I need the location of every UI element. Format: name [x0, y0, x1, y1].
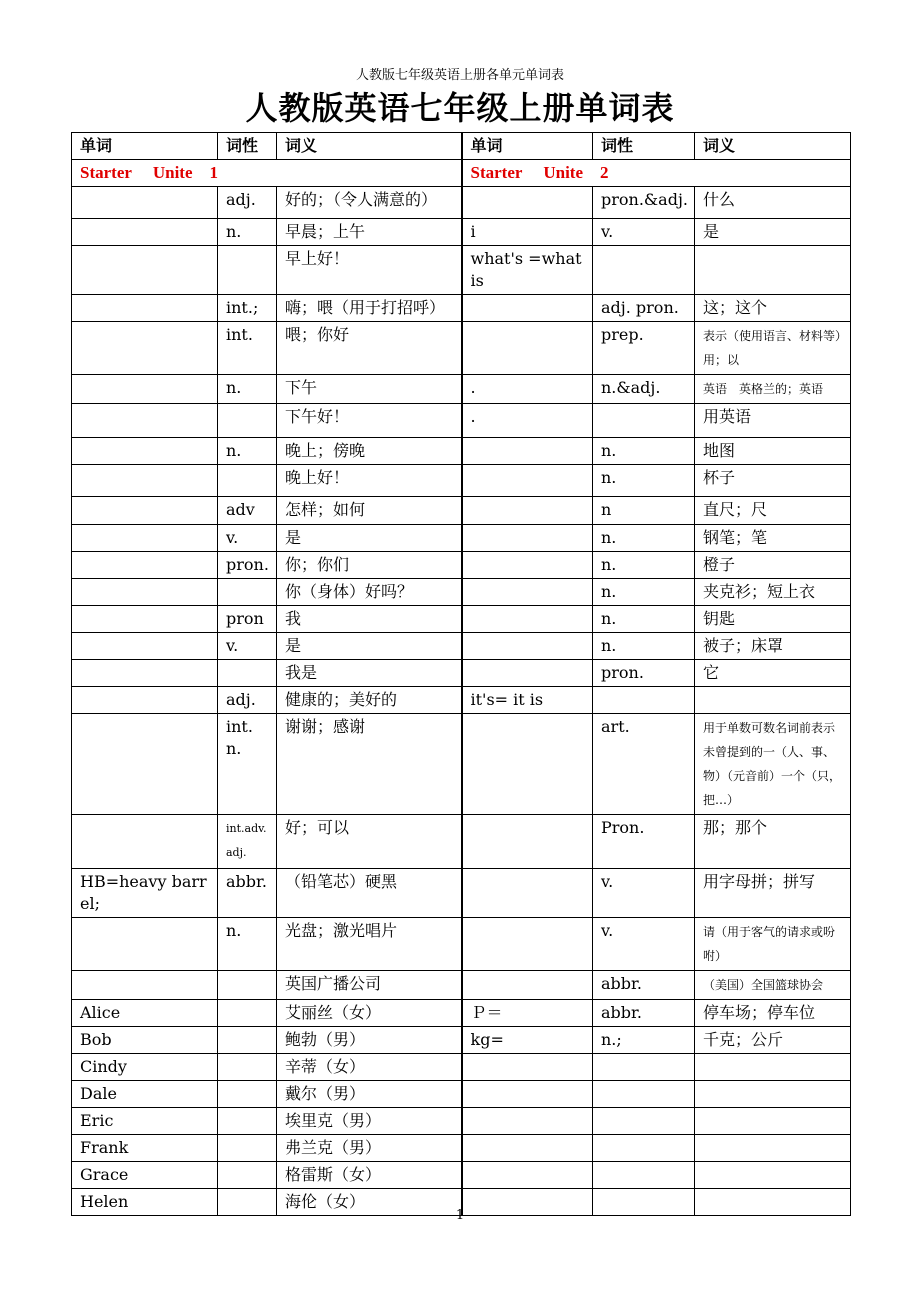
right-meaning-cell: 用于单数可数名词前表示未曾提到的一（人、事、物）（元音前）一个（只，把…）	[695, 714, 851, 815]
left-word-cell	[72, 404, 218, 438]
right-meaning-cell: 那；那个	[695, 815, 851, 869]
right-word-cell	[462, 438, 593, 465]
right-pos-cell: n.	[593, 552, 695, 579]
right-pos-cell: n.	[593, 606, 695, 633]
right-pos-cell	[593, 1135, 695, 1162]
left-meaning-cell: 辛蒂（女）	[277, 1054, 462, 1081]
left-word-cell	[72, 246, 218, 295]
right-word-cell	[462, 465, 593, 497]
right-pos-cell	[593, 1081, 695, 1108]
left-word-cell	[72, 606, 218, 633]
right-word-cell: i	[462, 219, 593, 246]
column-header-pos-left: 词性	[218, 133, 277, 160]
left-pos-cell	[218, 1054, 277, 1081]
right-pos-cell: abbr.	[593, 1000, 695, 1027]
right-pos-cell: n.	[593, 465, 695, 497]
left-meaning-cell: 弗兰克（男）	[277, 1135, 462, 1162]
right-meaning-cell: 停车场；停车位	[695, 1000, 851, 1027]
right-pos-cell: pron.&adj.	[593, 187, 695, 219]
right-pos-cell	[593, 1054, 695, 1081]
left-word-cell	[72, 219, 218, 246]
left-pos-cell: int.adv. adj.	[218, 815, 277, 869]
left-meaning-cell: 鲍勃（男）	[277, 1027, 462, 1054]
right-pos-cell: pron.	[593, 660, 695, 687]
left-pos-cell: pron.	[218, 552, 277, 579]
right-pos-cell: n.	[593, 525, 695, 552]
table-row	[72, 1108, 851, 1135]
right-word-cell	[462, 322, 593, 375]
left-meaning-cell: 埃里克（男）	[277, 1108, 462, 1135]
left-word-cell	[72, 465, 218, 497]
right-pos-cell: n.	[593, 438, 695, 465]
left-meaning-cell: 光盘；激光唱片	[277, 918, 462, 971]
column-header-word-left: 单词	[72, 133, 218, 160]
table-row	[72, 579, 851, 606]
table-row	[72, 219, 851, 246]
left-pos-cell: adj.	[218, 687, 277, 714]
right-pos-cell: prep.	[593, 322, 695, 375]
section-title-right: Starter Unite 2	[462, 160, 851, 187]
table-row	[72, 1027, 851, 1054]
column-header-word-right: 单词	[462, 133, 593, 160]
left-word-cell: Alice	[72, 1000, 218, 1027]
table-row	[72, 404, 851, 438]
left-word-cell: Helen	[72, 1189, 218, 1216]
right-word-cell	[462, 579, 593, 606]
left-word-cell	[72, 375, 218, 404]
right-word-cell	[462, 1135, 593, 1162]
right-pos-cell: v.	[593, 918, 695, 971]
table-row	[72, 375, 851, 404]
right-meaning-cell: 直尺；尺	[695, 497, 851, 525]
left-meaning-cell: 戴尔（男）	[277, 1081, 462, 1108]
page-header: 人教版七年级英语上册各单元单词表	[355, 68, 564, 83]
right-word-cell	[462, 971, 593, 1000]
left-pos-cell: v.	[218, 633, 277, 660]
table-row	[72, 1081, 851, 1108]
table-row	[72, 438, 851, 465]
right-meaning-cell: 被子；床罩	[695, 633, 851, 660]
right-meaning-cell	[695, 1081, 851, 1108]
left-pos-cell: abbr.	[218, 869, 277, 918]
left-meaning-cell: 是	[277, 525, 462, 552]
right-meaning-cell: 什么	[695, 187, 851, 219]
right-meaning-cell	[695, 1054, 851, 1081]
left-pos-cell: int. n.	[218, 714, 277, 815]
left-word-cell	[72, 633, 218, 660]
left-meaning-cell: 好；可以	[277, 815, 462, 869]
left-word-cell	[72, 687, 218, 714]
left-word-cell	[72, 525, 218, 552]
left-pos-cell	[218, 1135, 277, 1162]
right-word-cell	[462, 497, 593, 525]
right-meaning-cell: 它	[695, 660, 851, 687]
left-meaning-cell: 艾丽丝（女）	[277, 1000, 462, 1027]
left-pos-cell: v.	[218, 525, 277, 552]
right-meaning-cell: 英语 英格兰的；英语	[695, 375, 851, 404]
right-pos-cell	[593, 246, 695, 295]
left-pos-cell: adv	[218, 497, 277, 525]
right-pos-cell: n.;	[593, 1027, 695, 1054]
right-pos-cell: v.	[593, 219, 695, 246]
table-row	[72, 714, 851, 815]
left-word-cell: HB=heavy barrel;	[72, 869, 218, 918]
page-title: 人教版英语七年级上册单词表	[245, 89, 675, 127]
right-word-cell: what's =what is	[462, 246, 593, 295]
right-meaning-cell	[695, 1108, 851, 1135]
right-word-cell	[462, 869, 593, 918]
right-pos-cell: abbr.	[593, 971, 695, 1000]
right-word-cell	[462, 525, 593, 552]
right-meaning-cell: 是	[695, 219, 851, 246]
table-row	[72, 246, 851, 295]
left-word-cell	[72, 322, 218, 375]
table-row	[72, 295, 851, 322]
left-word-cell	[72, 552, 218, 579]
left-meaning-cell: 怎样；如何	[277, 497, 462, 525]
table-row	[72, 815, 851, 869]
section-header-row	[72, 160, 851, 187]
left-pos-cell: n.	[218, 375, 277, 404]
right-meaning-cell: 杯子	[695, 465, 851, 497]
left-meaning-cell: 是	[277, 633, 462, 660]
right-word-cell	[462, 606, 593, 633]
right-meaning-cell: 表示（使用语言、材料等）用；以	[695, 322, 851, 375]
left-pos-cell: int.;	[218, 295, 277, 322]
right-word-cell	[462, 1054, 593, 1081]
right-pos-cell	[593, 1108, 695, 1135]
left-meaning-cell: 早晨；上午	[277, 219, 462, 246]
left-meaning-cell: 格雷斯（女）	[277, 1162, 462, 1189]
right-pos-cell: adj. pron.	[593, 295, 695, 322]
table-row	[72, 633, 851, 660]
table-row	[72, 525, 851, 552]
left-meaning-cell: 英国广播公司	[277, 971, 462, 1000]
right-meaning-cell: 地图	[695, 438, 851, 465]
right-pos-cell	[593, 687, 695, 714]
left-pos-cell	[218, 1027, 277, 1054]
right-word-cell	[462, 1162, 593, 1189]
right-pos-cell	[593, 1162, 695, 1189]
left-word-cell: Frank	[72, 1135, 218, 1162]
left-word-cell	[72, 579, 218, 606]
right-pos-cell: art.	[593, 714, 695, 815]
right-word-cell	[462, 660, 593, 687]
right-pos-cell: n	[593, 497, 695, 525]
left-word-cell: Eric	[72, 1108, 218, 1135]
right-meaning-cell: （美国）全国篮球协会	[695, 971, 851, 1000]
right-meaning-cell: 这；这个	[695, 295, 851, 322]
table-row	[72, 869, 851, 918]
left-pos-cell	[218, 1108, 277, 1135]
left-pos-cell: n.	[218, 438, 277, 465]
right-pos-cell	[593, 404, 695, 438]
left-meaning-cell: 晚上好！	[277, 465, 462, 497]
left-meaning-cell: 你；你们	[277, 552, 462, 579]
table-row	[72, 552, 851, 579]
left-meaning-cell: 你（身体）好吗？	[277, 579, 462, 606]
left-meaning-cell: 好的；（令人满意的）	[277, 187, 462, 219]
table-row	[72, 660, 851, 687]
left-meaning-cell: 我	[277, 606, 462, 633]
left-word-cell	[72, 714, 218, 815]
left-pos-cell	[218, 404, 277, 438]
left-word-cell	[72, 815, 218, 869]
right-meaning-cell: 用英语	[695, 404, 851, 438]
table-row	[72, 687, 851, 714]
left-pos-cell	[218, 1000, 277, 1027]
left-pos-cell	[218, 1081, 277, 1108]
left-word-cell	[72, 497, 218, 525]
right-meaning-cell: 用字母拼；拼写	[695, 869, 851, 918]
left-pos-cell: n.	[218, 918, 277, 971]
left-meaning-cell: 嗨；喂（用于打招呼）	[277, 295, 462, 322]
left-pos-cell	[218, 246, 277, 295]
left-word-cell	[72, 295, 218, 322]
left-meaning-cell: 我是	[277, 660, 462, 687]
table-row	[72, 918, 851, 971]
left-meaning-cell: 海伦（女）	[277, 1189, 462, 1216]
right-pos-cell: n.&adj.	[593, 375, 695, 404]
left-pos-cell	[218, 660, 277, 687]
right-pos-cell: n.	[593, 579, 695, 606]
left-pos-cell: int.	[218, 322, 277, 375]
page-number: 1	[455, 1208, 465, 1223]
table-row	[72, 1135, 851, 1162]
section-title-left: Starter Unite 1	[72, 160, 462, 187]
right-meaning-cell	[695, 246, 851, 295]
right-pos-cell: v.	[593, 869, 695, 918]
table-row	[72, 465, 851, 497]
right-word-cell: kg=	[462, 1027, 593, 1054]
table-row	[72, 322, 851, 375]
right-word-cell	[462, 187, 593, 219]
right-word-cell	[462, 552, 593, 579]
left-word-cell: Bob	[72, 1027, 218, 1054]
right-meaning-cell	[695, 687, 851, 714]
right-word-cell	[462, 815, 593, 869]
right-word-cell: .	[462, 375, 593, 404]
right-meaning-cell	[695, 1162, 851, 1189]
right-word-cell	[462, 633, 593, 660]
column-header-meaning-right: 词义	[695, 133, 851, 160]
right-word-cell: it's= it is	[462, 687, 593, 714]
left-word-cell: Cindy	[72, 1054, 218, 1081]
left-word-cell: Grace	[72, 1162, 218, 1189]
right-word-cell: Ｐ＝	[462, 1000, 593, 1027]
left-meaning-cell: 喂；你好	[277, 322, 462, 375]
left-pos-cell: n.	[218, 219, 277, 246]
right-meaning-cell: 橙子	[695, 552, 851, 579]
vocabulary-table	[71, 132, 851, 1216]
right-word-cell	[462, 295, 593, 322]
left-word-cell	[72, 971, 218, 1000]
right-meaning-cell: 请（用于客气的请求或吩咐）	[695, 918, 851, 971]
left-pos-cell	[218, 579, 277, 606]
left-word-cell	[72, 187, 218, 219]
right-meaning-cell: 夹克衫；短上衣	[695, 579, 851, 606]
left-word-cell	[72, 918, 218, 971]
right-word-cell	[462, 1081, 593, 1108]
right-word-cell	[462, 918, 593, 971]
column-header-meaning-left: 词义	[277, 133, 462, 160]
left-meaning-cell: 健康的；美好的	[277, 687, 462, 714]
left-meaning-cell: （铅笔芯）硬黑	[277, 869, 462, 918]
right-meaning-cell: 钢笔；笔	[695, 525, 851, 552]
left-pos-cell	[218, 1162, 277, 1189]
right-pos-cell: Pron.	[593, 815, 695, 869]
table-row	[72, 971, 851, 1000]
left-word-cell: Dale	[72, 1081, 218, 1108]
table-header-row	[72, 133, 851, 160]
table-row	[72, 1000, 851, 1027]
left-pos-cell	[218, 971, 277, 1000]
left-pos-cell: pron	[218, 606, 277, 633]
right-meaning-cell	[695, 1135, 851, 1162]
table-row	[72, 497, 851, 525]
column-header-pos-right: 词性	[593, 133, 695, 160]
right-pos-cell: n.	[593, 633, 695, 660]
table-row	[72, 606, 851, 633]
table-row	[72, 187, 851, 219]
table-row	[72, 1054, 851, 1081]
left-meaning-cell: 早上好！	[277, 246, 462, 295]
left-word-cell	[72, 660, 218, 687]
left-meaning-cell: 谢谢；感谢	[277, 714, 462, 815]
right-word-cell	[462, 714, 593, 815]
left-pos-cell	[218, 465, 277, 497]
right-meaning-cell: 钥匙	[695, 606, 851, 633]
right-word-cell: .	[462, 404, 593, 438]
left-meaning-cell: 下午	[277, 375, 462, 404]
left-meaning-cell: 晚上；傍晚	[277, 438, 462, 465]
right-meaning-cell: 千克；公斤	[695, 1027, 851, 1054]
table-row	[72, 1162, 851, 1189]
left-pos-cell: adj.	[218, 187, 277, 219]
left-meaning-cell: 下午好！	[277, 404, 462, 438]
left-word-cell	[72, 438, 218, 465]
right-word-cell	[462, 1108, 593, 1135]
